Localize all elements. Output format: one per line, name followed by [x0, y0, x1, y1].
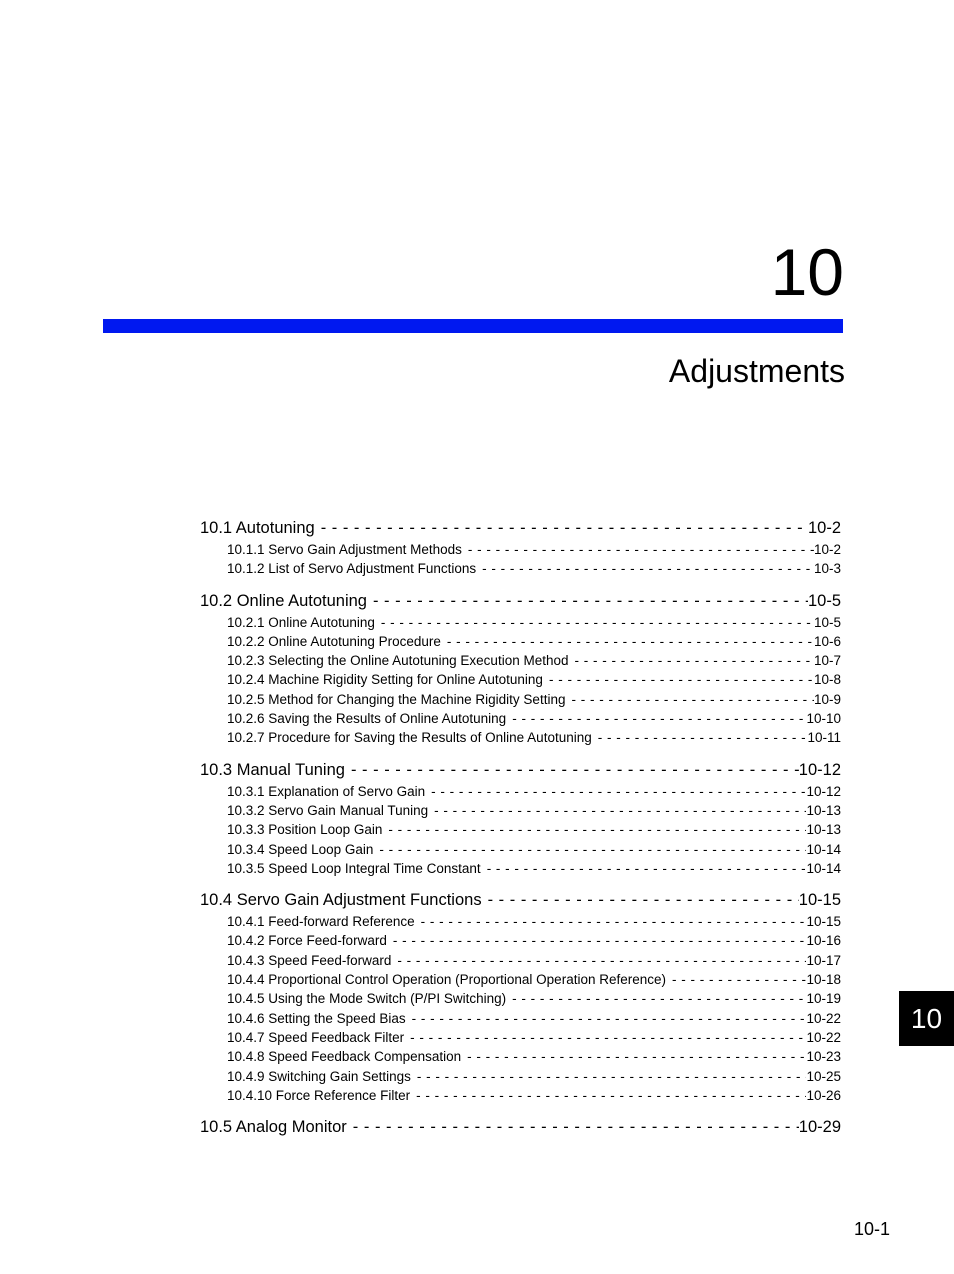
toc-entry-title: 10.1.1 Servo Gain Adjustment Methods — [227, 542, 462, 557]
toc-entry-page: 10-5 — [813, 614, 841, 630]
toc-dot-leader — [387, 931, 807, 950]
toc-entry-title: 10.4.8 Speed Feedback Compensation — [227, 1049, 462, 1065]
toc-entry-page: 10-15 — [798, 891, 841, 910]
toc-subsection-entry[interactable] — [200, 632, 841, 651]
toc-subsection-entry[interactable] — [200, 840, 841, 859]
toc-entry-title: 10.4 Servo Gain Adjustment Functions — [200, 891, 482, 910]
toc-entry-page: 10-13 — [806, 822, 841, 838]
toc-subsection-entry[interactable] — [200, 951, 841, 970]
toc-entry-title: 10.2 Online Autotuning — [200, 591, 367, 610]
toc-dot-leader — [506, 989, 806, 1008]
toc-subsection-entry[interactable] — [200, 1009, 841, 1028]
toc-entry-page: 10-19 — [806, 991, 841, 1007]
toc-entry-page: 10-6 — [813, 633, 841, 649]
toc-entry-page: 10-7 — [813, 653, 841, 669]
toc-entry-page: 10-17 — [806, 952, 841, 968]
toc-subsection-entry[interactable] — [200, 1086, 841, 1105]
toc-subsection-entry[interactable] — [200, 1067, 841, 1086]
toc-entry-title: 10.1.2 List of Servo Adjustment Functions — [227, 561, 477, 577]
chapter-bar — [103, 319, 843, 333]
toc-section-entry[interactable] — [200, 589, 841, 613]
toc-entry-title: 10.4.6 Setting the Speed Bias — [227, 1010, 406, 1026]
toc-entry-page: 10-29 — [798, 1118, 841, 1137]
toc-subsection-entry[interactable] — [200, 559, 841, 578]
toc-entry-page: 10-15 — [806, 914, 841, 930]
toc-entry-title: 10.2.2 Online Autotuning Procedure — [227, 633, 441, 649]
toc-entry-page: 10-26 — [806, 1087, 841, 1103]
toc-dot-leader — [506, 709, 806, 728]
toc-dot-leader — [462, 540, 814, 559]
toc-dot-leader — [666, 970, 806, 989]
toc-dot-leader — [461, 1047, 806, 1066]
toc-dot-leader — [415, 912, 807, 931]
table-of-contents — [200, 516, 841, 1149]
toc-section — [200, 1115, 841, 1139]
toc-subsection-entry[interactable] — [200, 728, 841, 747]
toc-entry-title: 10.4.10 Force Reference Filter — [227, 1087, 411, 1103]
toc-entry-title: 10.4.7 Speed Feedback Filter — [227, 1029, 405, 1045]
toc-dot-leader — [347, 1115, 799, 1139]
toc-dot-leader — [476, 559, 814, 578]
toc-entry-title: 10.4.3 Speed Feed-forward — [227, 952, 392, 968]
toc-section — [200, 758, 841, 878]
toc-entry-title: 10.4.2 Force Feed-forward — [227, 933, 387, 949]
toc-subsection-entry[interactable] — [200, 1047, 841, 1066]
toc-entry-title: 10.4.9 Switching Gain Settings — [227, 1068, 411, 1084]
toc-entry-page: 10-14 — [806, 841, 841, 857]
toc-dot-leader — [375, 613, 814, 632]
toc-dot-leader — [406, 1009, 807, 1028]
toc-entry-page: 10-13 — [806, 802, 841, 818]
toc-dot-leader — [592, 728, 808, 747]
toc-subsection-entry[interactable] — [200, 782, 841, 801]
toc-entry-title: 10.2.4 Machine Rigidity Setting for Online Autotuning — [227, 672, 543, 688]
toc-entry-title: 10.2.6 Saving the Results of Online Autotuning — [227, 711, 507, 727]
toc-dot-leader — [411, 1067, 807, 1086]
toc-subsection-entry[interactable] — [200, 820, 841, 839]
toc-subsection-entry[interactable] — [200, 989, 841, 1008]
toc-entry-title: 10.3 Manual Tuning — [200, 760, 345, 779]
toc-entry-page: 10-11 — [807, 730, 841, 746]
toc-entry-title: 10.3.3 Position Loop Gain — [227, 822, 383, 838]
toc-dot-leader — [543, 670, 814, 689]
toc-section-entry[interactable] — [200, 758, 841, 782]
toc-dot-leader — [441, 632, 814, 651]
toc-dot-leader — [425, 782, 806, 801]
toc-entry-page: 10-2 — [813, 542, 841, 557]
toc-entry-page: 10-12 — [806, 783, 841, 799]
chapter-tab: 10 — [899, 991, 954, 1046]
toc-subsection-entry[interactable] — [200, 690, 841, 709]
toc-subsection-entry[interactable] — [200, 912, 841, 931]
toc-section — [200, 516, 841, 579]
toc-dot-leader — [345, 758, 799, 782]
toc-subsection-entry[interactable] — [200, 613, 841, 632]
toc-entry-page: 10-8 — [813, 672, 841, 688]
toc-entry-title: 10.2.7 Procedure for Saving the Results of Online Autotuning — [227, 730, 592, 746]
toc-entry-title: 10.3.5 Speed Loop Integral Time Constant — [227, 860, 481, 876]
toc-entry-page: 10-10 — [806, 711, 841, 727]
toc-subsection-entry[interactable] — [200, 1028, 841, 1047]
toc-entry-page: 10-22 — [806, 1010, 841, 1026]
toc-entry-page: 10-12 — [798, 760, 841, 779]
toc-dot-leader — [569, 651, 814, 670]
page-number: 10-1 — [853, 1219, 890, 1239]
toc-dot-leader — [481, 859, 807, 878]
toc-dot-leader — [410, 1086, 806, 1105]
toc-subsection-entry[interactable] — [200, 709, 841, 728]
toc-entry-page: 10-14 — [806, 860, 841, 876]
toc-entry-page: 10-9 — [813, 691, 841, 707]
toc-entry-title: 10.3.1 Explanation of Servo Gain — [227, 783, 426, 799]
chapter-number: 10 — [770, 235, 844, 309]
toc-entry-title: 10.3.4 Speed Loop Gain — [227, 841, 374, 857]
toc-dot-leader — [565, 690, 814, 709]
toc-dot-leader — [315, 516, 808, 540]
toc-entry-page: 10-5 — [807, 591, 841, 610]
toc-entry-page: 10-16 — [806, 933, 841, 949]
toc-entry-title: 10.4.5 Using the Mode Switch (P/PI Switching) — [227, 991, 507, 1007]
toc-entry-page: 10-23 — [806, 1049, 841, 1065]
toc-entry-title: 10.2.1 Online Autotuning — [227, 614, 375, 630]
toc-subsection-entry[interactable] — [200, 670, 841, 689]
toc-section-entry[interactable] — [200, 888, 841, 912]
toc-entry-title: 10.2.5 Method for Changing the Machine Rigidity Setting — [227, 691, 566, 707]
toc-entry-page: 10-18 — [806, 972, 841, 988]
toc-entry-title: 10.4.4 Proportional Control Operation (Proportional Operation Reference) — [227, 972, 666, 988]
toc-entry-page: 10-22 — [806, 1029, 841, 1045]
toc-dot-leader — [367, 589, 808, 613]
toc-entry-title: 10.2.3 Selecting the Online Autotuning Execution Method — [227, 653, 569, 669]
toc-entry-title: 10.4.1 Feed-forward Reference — [227, 914, 415, 930]
toc-section — [200, 888, 841, 1105]
toc-subsection-entry[interactable] — [200, 931, 841, 950]
toc-entry-page: 10-25 — [806, 1068, 841, 1084]
toc-entry-page: 10-2 — [807, 519, 841, 537]
toc-section-entry[interactable] — [200, 516, 841, 540]
toc-entry-title: 10.1 Autotuning — [200, 519, 315, 537]
toc-entry-title: 10.3.2 Servo Gain Manual Tuning — [227, 802, 429, 818]
toc-section — [200, 589, 841, 748]
toc-dot-leader — [391, 951, 806, 970]
toc-subsection-entry[interactable] — [200, 651, 841, 670]
chapter-title: Adjustments — [668, 353, 845, 389]
toc-section-entry[interactable] — [200, 1115, 841, 1139]
toc-subsection-entry[interactable] — [200, 859, 841, 878]
toc-dot-leader — [373, 840, 806, 859]
toc-dot-leader — [382, 820, 806, 839]
toc-entry-page: 10-3 — [813, 561, 841, 577]
toc-dot-leader — [482, 888, 799, 912]
toc-subsection-entry[interactable] — [200, 970, 841, 989]
toc-dot-leader — [404, 1028, 806, 1047]
toc-subsection-entry[interactable] — [200, 801, 841, 820]
toc-entry-title: 10.5 Analog Monitor — [200, 1118, 347, 1137]
toc-dot-leader — [428, 801, 806, 820]
toc-subsection-entry[interactable] — [200, 540, 841, 559]
